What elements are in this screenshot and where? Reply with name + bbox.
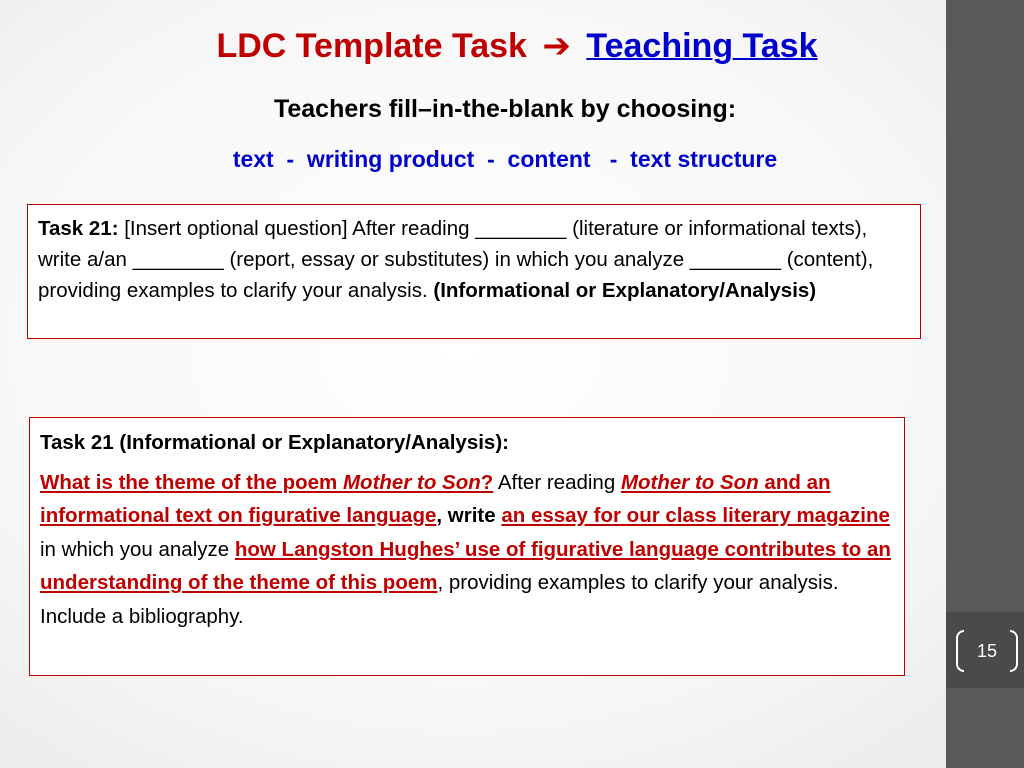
text-segment-4: , providing examples to clarify your analysis. Include a bibliography. [40,571,839,628]
template-task-box [27,204,921,339]
page-number: 15 [976,640,998,661]
example-task-body [40,466,894,634]
sidebar [946,0,1024,768]
texts-rest: and an informational text on figurative language [40,470,831,527]
example-content: how Langston Hughes’ use of figurative language contributes to an understanding of the theme of this poem [40,537,891,594]
example-task-box [29,417,905,676]
example-product: an essay for our class literary magazine [501,504,890,527]
example-task-heading: Task 21 (Informational or Explanatory/Analysis): [40,431,509,454]
choices-line: text - writing product - content - text structure [232,146,778,172]
question-start: What is the theme of the poem [40,470,343,494]
example-question [40,471,493,494]
template-task-mode: (Informational or Explanatory/Analysis) [433,279,817,302]
page-number-badge [956,630,1018,672]
question-end: ? [480,470,494,494]
question-poem-title: Mother to Son [342,470,481,494]
bracket-right-icon [1010,630,1018,672]
text-segment-3: in which you analyze [40,537,235,561]
arrow-right-icon: ➔ [542,27,571,65]
title-text: LDC Template Task [216,27,527,65]
text-segment-1: After reading [493,470,621,494]
template-task-label: Task 21: [38,217,119,240]
teaching-task-link[interactable]: Teaching Task [586,27,818,65]
slide-subtitle: Teachers fill–in-the-blank by choosing: [273,95,737,123]
template-task-text: [Insert optional question] After reading ________ (literature or informational texts), write a/an ________ (report, essay or substitutes) in which you analyze ________ (content), providing examples to clarify your analysis. [38,217,874,302]
bracket-left-icon [956,630,964,672]
text-segment-2: , write [436,504,502,527]
texts-poem-title: Mother to Son [620,470,759,494]
slide-title [0,26,1024,66]
